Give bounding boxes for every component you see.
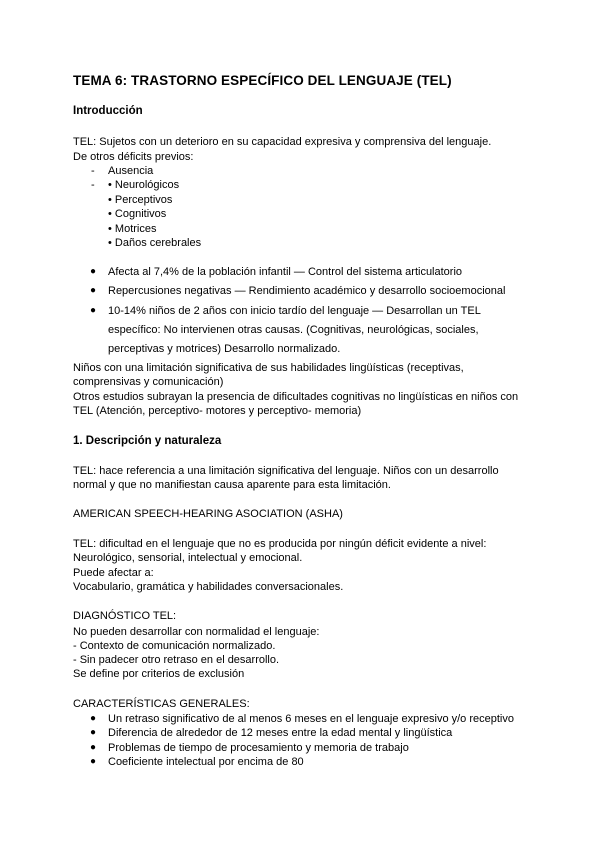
bullet-item: 10-14% niños de 2 años con inicio tardío del lenguaje — Desarrollan un TEL xyxy=(108,305,481,317)
dash-marker: - xyxy=(91,165,95,177)
section-paragraph: Neurológico, sensorial, intelectual y emocional. xyxy=(73,552,303,564)
list-item: Ausencia xyxy=(108,165,154,177)
section-paragraph: normal y que no manifiestan causa aparente para esta limitación. xyxy=(73,479,391,491)
section-paragraph: - Sin padecer otro retraso en el desarrollo. xyxy=(73,654,280,666)
intro-paragraph: De otros déficits previos: xyxy=(73,151,194,163)
list-item: • Cognitivos xyxy=(108,208,167,220)
bullet-item: específico: No intervienen otras causas. (Cognitivas, neurológicas, sociales, xyxy=(108,324,479,336)
intro-paragraph: TEL (Atención, perceptivo- motores y perceptivo- memoria) xyxy=(73,405,362,417)
bullet-marker: ● xyxy=(90,756,97,767)
section-heading: 1. Descripción y naturaleza xyxy=(73,435,222,447)
bullet-item: Afecta al 7,4% de la población infantil — Control del sistema articulatorio xyxy=(108,266,463,278)
section-paragraph: TEL: hace referencia a una limitación significativa del lenguaje. Niños con un desarrollo xyxy=(73,465,499,477)
section-paragraph: Se define por criterios de exclusión xyxy=(73,668,245,680)
bullet-marker: ● xyxy=(90,713,97,724)
section-paragraph: Puede afectar a: xyxy=(73,567,154,579)
bullet-marker: ● xyxy=(90,266,97,277)
bullet-item: Diferencia de alrededor de 12 meses entre la edad mental y lingüística xyxy=(108,727,453,739)
list-item: • Neurológicos xyxy=(108,179,180,191)
bullet-item: Un retraso significativo de al menos 6 meses en el lenguaje expresivo y/o receptivo xyxy=(108,713,514,725)
section-paragraph: Vocabulario, gramática y habilidades conversacionales. xyxy=(73,581,344,593)
bullet-marker: ● xyxy=(90,742,97,753)
dash-marker: - xyxy=(91,179,95,191)
section-paragraph: TEL: dificultad en el lenguaje que no es producida por ningún déficit evidente a nivel: xyxy=(73,538,487,550)
bullet-item: Coeficiente intelectual por encima de 80 xyxy=(108,756,304,768)
intro-heading: Introducción xyxy=(73,105,143,117)
bullet-item: perceptivas y motrices) Desarrollo normalizado. xyxy=(108,343,341,355)
list-item: • Motrices xyxy=(108,223,157,235)
intro-paragraph: comprensivas y comunicación) xyxy=(73,376,224,388)
bullet-item: Repercusiones negativas — Rendimiento académico y desarrollo socioemocional xyxy=(108,285,506,297)
characteristics-heading: CARACTERÍSTICAS GENERALES: xyxy=(73,698,250,710)
list-item: • Daños cerebrales xyxy=(108,237,202,249)
intro-paragraph: TEL: Sujetos con un deterioro en su capacidad expresiva y comprensiva del lenguaje. xyxy=(73,136,492,148)
page-title: TEMA 6: TRASTORNO ESPECÍFICO DEL LENGUAJE (TEL) xyxy=(73,73,452,88)
section-paragraph: - Contexto de comunicación normalizado. xyxy=(73,640,276,652)
bullet-item: Problemas de tiempo de procesamiento y memoria de trabajo xyxy=(108,742,409,754)
diagnosis-heading: DIAGNÓSTICO TEL: xyxy=(73,610,177,622)
intro-paragraph: Otros estudios subrayan la presencia de dificultades cognitivas no lingüísticas en niños con xyxy=(73,391,519,403)
bullet-marker: ● xyxy=(90,727,97,738)
bullet-marker: ● xyxy=(90,285,97,296)
bullet-marker: ● xyxy=(90,305,97,316)
intro-paragraph: Niños con una limitación significativa de sus habilidades lingüísticas (receptivas, xyxy=(73,362,464,374)
list-item: • Perceptivos xyxy=(108,194,173,206)
asha-heading: AMERICAN SPEECH-HEARING ASOCIATION (ASHA) xyxy=(73,508,343,520)
section-paragraph: No pueden desarrollar con normalidad el lenguaje: xyxy=(73,626,320,638)
